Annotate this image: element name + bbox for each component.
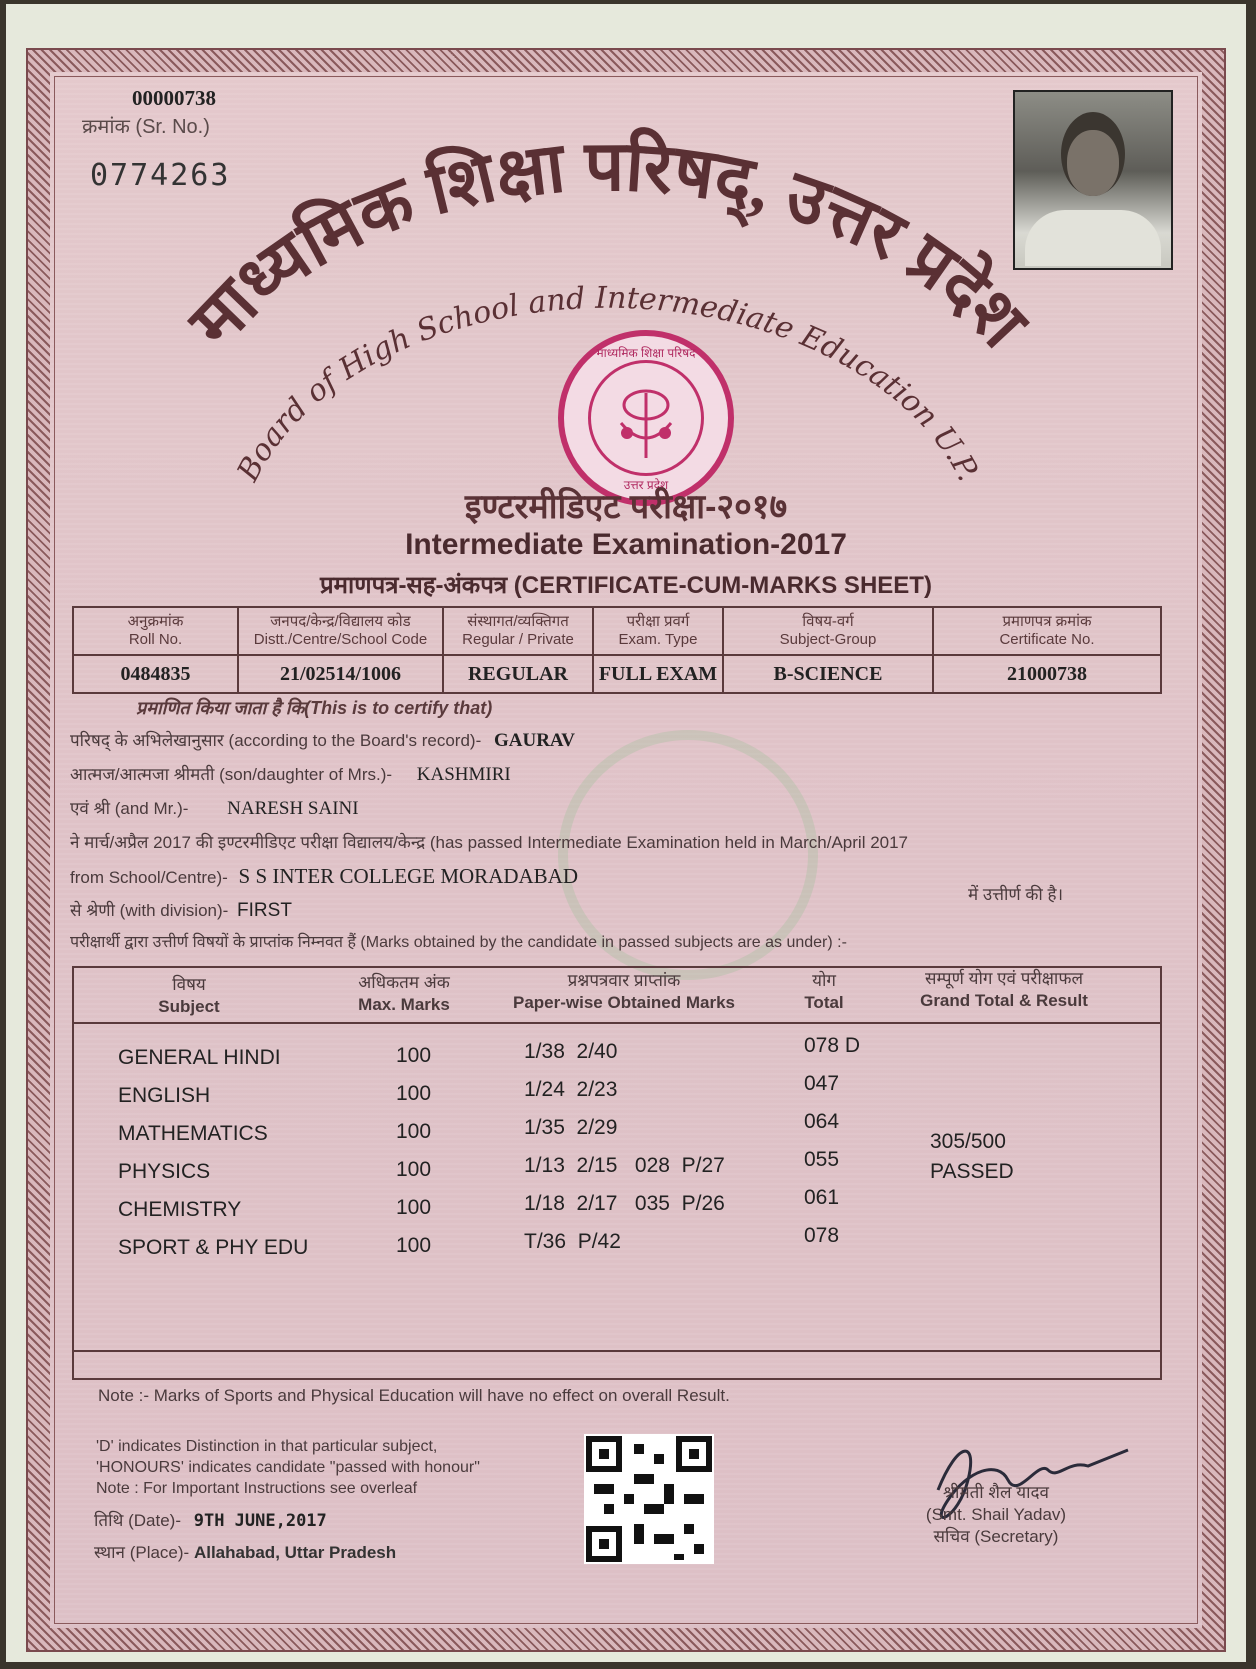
- exam-title-english: Intermediate Examination-2017: [405, 528, 847, 561]
- board-seal: [558, 330, 734, 506]
- col-grand-header: सम्पूर्ण योग एवं परीक्षाफल Grand Total & Result: [920, 969, 1088, 1010]
- honours-note: 'HONOURS' indicates candidate "passed with honour": [96, 1459, 480, 1476]
- place-label: स्थान (Place)-: [94, 1543, 190, 1562]
- school-code-value: 21/02514/1006: [238, 655, 443, 693]
- marks-footer-divider: [74, 1350, 1160, 1352]
- issue-date: 9TH JUNE,2017: [193, 1511, 327, 1531]
- papers-cell: 1/13 2/15 028 P/27: [524, 1154, 725, 1177]
- issue-place: Allahabad, Uttar Pradesh: [193, 1543, 397, 1562]
- header-exam-type: परीक्षा प्रवर्ग Exam. Type: [593, 607, 723, 655]
- secretary-name-english: (Smt. Shail Yadav): [925, 1505, 1067, 1524]
- sports-note: Note :- Marks of Sports and Physical Education will have no effect on overall Result.: [98, 1386, 730, 1405]
- total-cell: 078 D: [804, 1034, 861, 1057]
- certificate-no-value: 21000738: [933, 655, 1161, 693]
- subject-cell: PHYSICS: [118, 1160, 211, 1183]
- qr-code-icon: [584, 1434, 714, 1564]
- subject-cell: CHEMISTRY: [118, 1198, 242, 1221]
- marks-table: [72, 966, 1162, 1380]
- serial-number: 0774263: [90, 158, 231, 193]
- header-regular-private: संस्थागत/व्यक्तिगत Regular / Private: [443, 607, 593, 655]
- total-cell: 064: [804, 1110, 840, 1133]
- seal-inner-ring: [588, 360, 704, 476]
- exam-type-value: FULL EXAM: [593, 655, 723, 693]
- father-line: [70, 796, 359, 820]
- col-total-header: योग Total: [804, 971, 844, 1012]
- overleaf-note: Note : For Important Instructions see overleaf: [96, 1480, 418, 1497]
- col-max-header: अधिकतम अंक Max. Marks: [358, 973, 450, 1014]
- col-subject-header: विषय Subject: [158, 975, 220, 1016]
- max-cell: 100: [396, 1158, 432, 1181]
- marks-intro: परीक्षार्थी द्वारा उत्तीर्ण विषयों के प्राप्तांक निम्नवत हैं (Marks obtained by the candidate in passed subjects are as under) :-: [70, 934, 847, 951]
- papers-cell: 1/35 2/29: [524, 1116, 618, 1139]
- school-label: from School/Centre)-: [70, 868, 228, 887]
- info-value-row: [73, 655, 1161, 693]
- distinction-note: 'D' indicates Distinction in that particular subject,: [96, 1438, 438, 1455]
- papers-cell: 1/24 2/23: [524, 1078, 618, 1101]
- school-name: S S INTER COLLEGE MORADABAD: [238, 864, 579, 888]
- marks-header-divider: [74, 1022, 1160, 1024]
- father-label: एवं श्री (and Mr.)-: [70, 799, 189, 818]
- candidate-name: GAURAV: [493, 730, 575, 751]
- division-label: से श्रेणी (with division)-: [70, 901, 229, 920]
- certificate-document: [26, 48, 1226, 1652]
- total-cell: 055: [804, 1148, 840, 1171]
- secretary-role: सचिव (Secretary): [933, 1527, 1059, 1546]
- secretary-block: [896, 1482, 1096, 1548]
- father-name: NARESH SAINI: [227, 798, 359, 819]
- passed-line: ने मार्च/अप्रैल 2017 की इण्टरमीडिएट परीक्षा विद्यालय/केन्द्र (has passed Intermediate Examination held in March/April 2017: [70, 833, 909, 852]
- roll-no-value: 0484835: [73, 655, 238, 693]
- subject-cell: GENERAL HINDI: [118, 1046, 281, 1069]
- seal-top-text: माध्यमिक शिक्षा परिषद: [596, 346, 696, 360]
- exam-title-hindi: इण्टरमीडिएट परीक्षा-२०१७: [464, 488, 788, 526]
- result-status: PASSED: [930, 1160, 1014, 1183]
- record-label: परिषद् के अभिलेखानुसार (according to the Board's record)-: [70, 731, 482, 750]
- qr-pattern: [584, 1434, 714, 1564]
- mother-label: आत्मज/आत्मजा श्रीमती (son/daughter of Mrs.)-: [70, 765, 393, 784]
- max-cell: 100: [396, 1234, 432, 1257]
- footnotes: [96, 1436, 480, 1499]
- seal-emblem-icon: [591, 363, 701, 473]
- mother-name: KASHMIRI: [416, 764, 511, 785]
- school-line: [70, 864, 578, 889]
- total-cell: 078: [804, 1224, 840, 1247]
- serial-top-number: 00000738: [132, 86, 216, 110]
- place-line: [94, 1540, 396, 1563]
- subject-cell: SPORT & PHY EDU: [118, 1236, 309, 1259]
- candidate-info-table: [72, 606, 1162, 694]
- papers-cell: 1/38 2/40: [524, 1040, 618, 1063]
- max-cell: 100: [396, 1044, 432, 1067]
- subject-cell: MATHEMATICS: [118, 1122, 268, 1145]
- date-line: [94, 1508, 327, 1531]
- board-name-english: Board of High School and Intermediate Education U.P.: [230, 280, 986, 487]
- header-subject-group: विषय-वर्ग Subject-Group: [723, 607, 933, 655]
- subject-cell: ENGLISH: [118, 1084, 211, 1107]
- record-line: [70, 728, 575, 752]
- passed-suffix: में उत्तीर्ण की है।: [968, 885, 1064, 904]
- subject-group-value: B-SCIENCE: [723, 655, 933, 693]
- header-school-code: जनपद/केन्द्र/विद्यालय कोड Distt./Centre/School Code: [238, 607, 443, 655]
- total-cell: 061: [804, 1186, 840, 1209]
- papers-cell: T/36 P/42: [524, 1230, 621, 1253]
- grand-total: 305/500: [930, 1130, 1006, 1153]
- secretary-name-hindi: श्रीमती शैल यादव: [943, 1483, 1049, 1502]
- certify-intro: प्रमाणित किया जाता है कि(This is to certify that): [136, 698, 493, 718]
- max-cell: 100: [396, 1196, 432, 1219]
- mother-line: [70, 762, 511, 786]
- regular-private-value: REGULAR: [443, 655, 593, 693]
- board-name-hindi: माध्यमिक शिक्षा परिषद्, उत्तर प्रदेश: [175, 128, 1041, 363]
- date-label: तिथि (Date)-: [94, 1511, 181, 1530]
- total-cell: 047: [804, 1072, 840, 1095]
- max-cell: 100: [396, 1082, 432, 1105]
- max-cell: 100: [396, 1120, 432, 1143]
- header-roll-no: अनुक्रमांक Roll No.: [73, 607, 238, 655]
- seal-bottom-text: उत्तर प्रदेश: [623, 478, 669, 492]
- division-line: [70, 898, 292, 922]
- document-type-title: प्रमाणपत्र-सह-अंकपत्र (CERTIFICATE-CUM-MARKS SHEET): [320, 572, 932, 599]
- serial-label: क्रमांक (Sr. No.): [82, 116, 210, 138]
- col-paper-header: प्रश्नपत्रवार प्राप्तांक Paper-wise Obtained Marks: [512, 971, 736, 1012]
- info-header-row: [73, 607, 1161, 655]
- division-value: FIRST: [237, 900, 292, 921]
- header-certificate-no: प्रमाणपत्र क्रमांक Certificate No.: [933, 607, 1161, 655]
- papers-cell: 1/18 2/17 035 P/26: [524, 1192, 725, 1215]
